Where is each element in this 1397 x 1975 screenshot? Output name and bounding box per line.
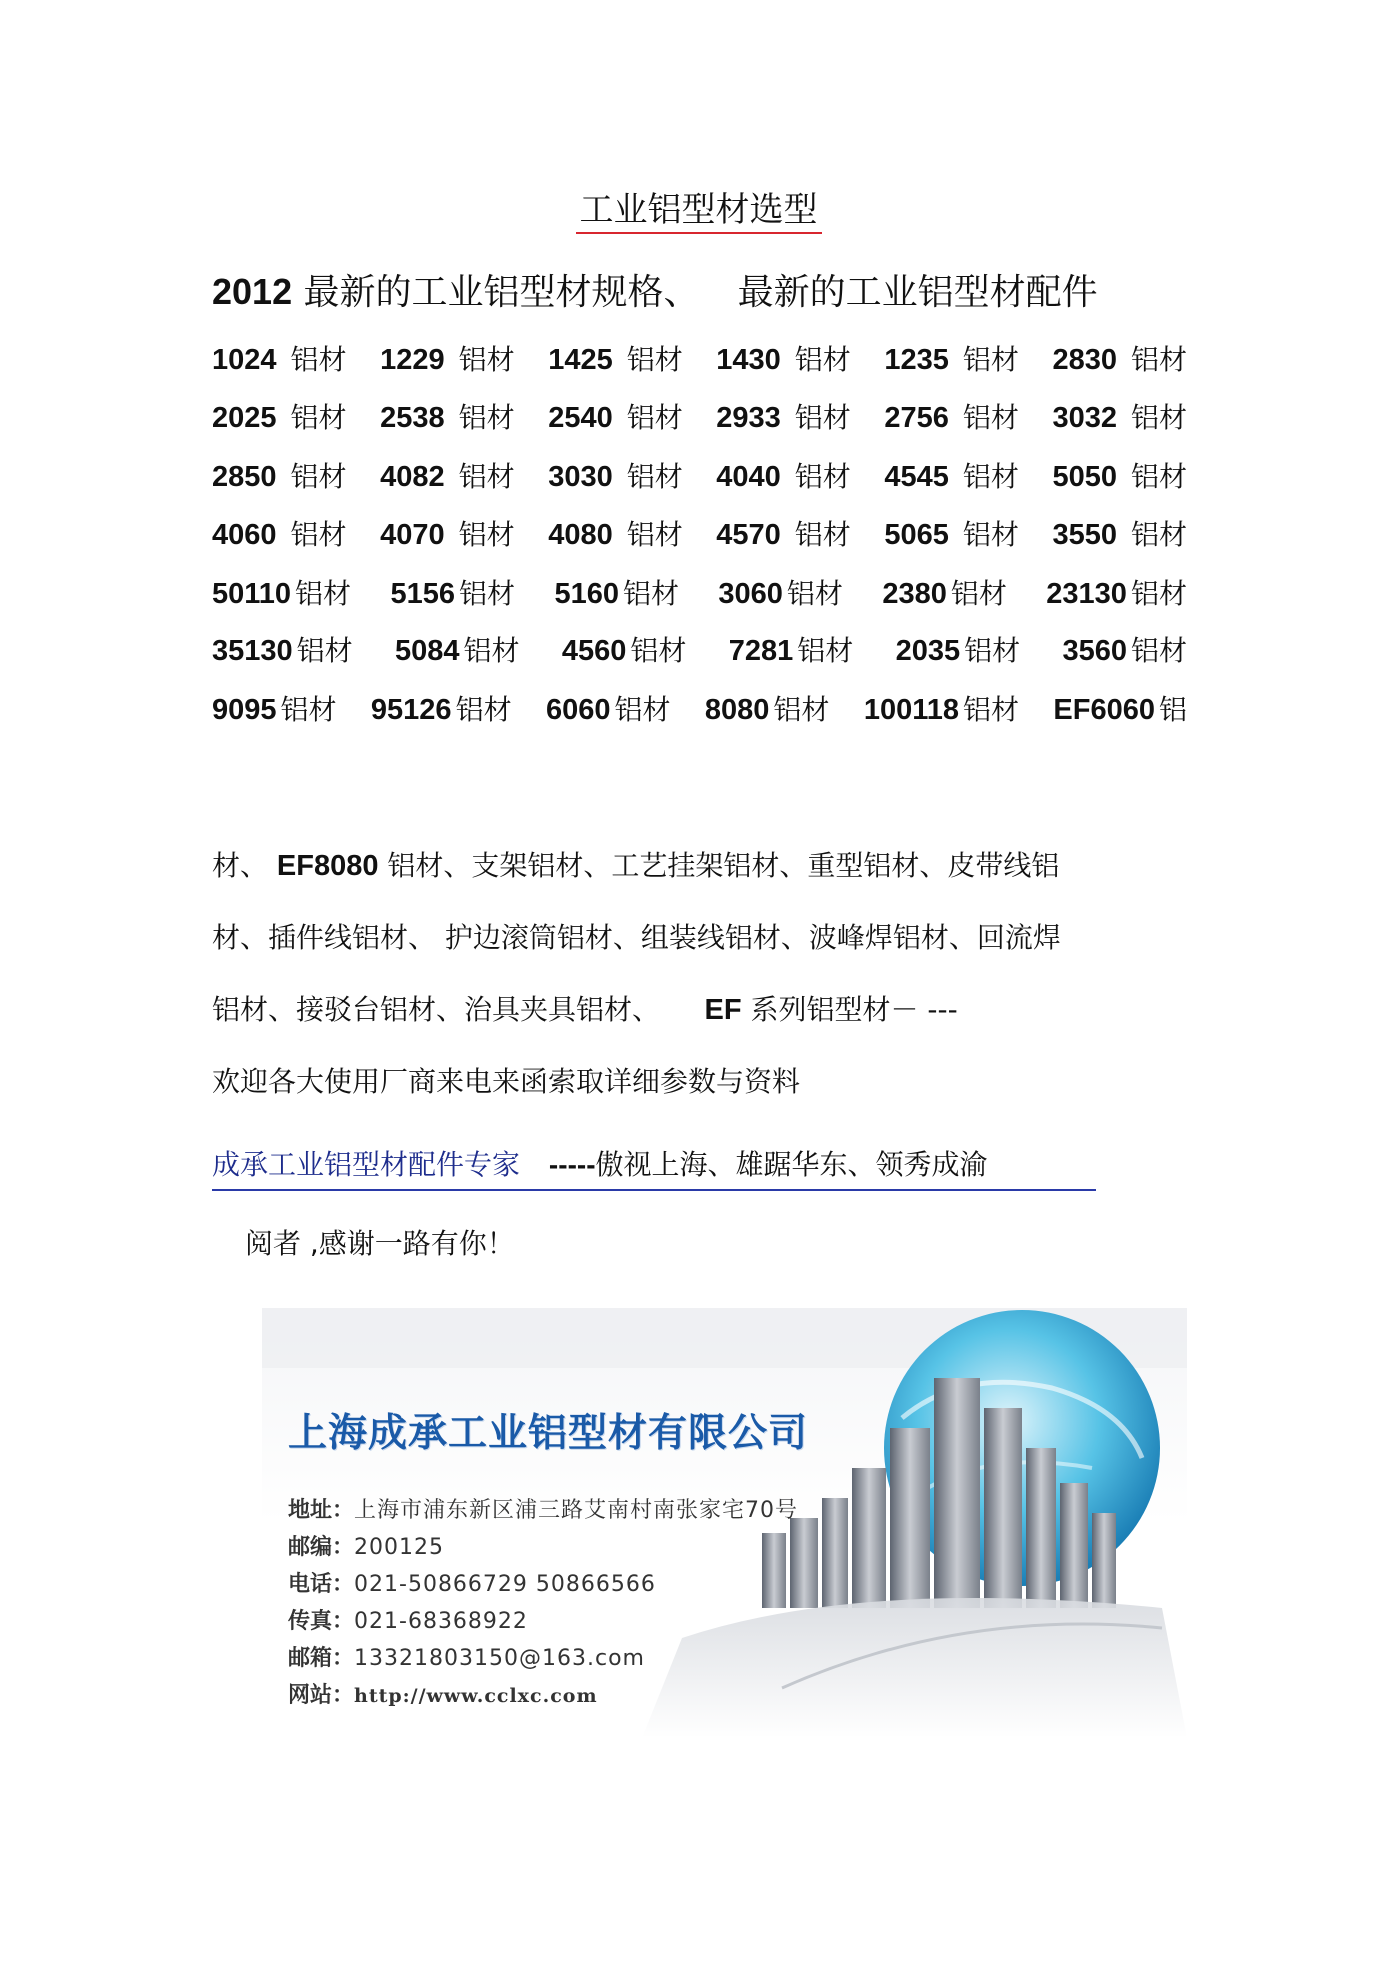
profile-code: 4080 [548,519,613,551]
profile-material: 铝材 [962,343,1019,376]
grid-cell [718,572,843,612]
profile-material: 铝材 [964,634,1021,667]
profile-code: 4560 [561,635,627,667]
profile-code: 4060 [212,519,277,551]
profile-material: 铝材 [963,693,1020,726]
grid-cell [380,455,515,495]
grid-cell [882,572,1007,612]
para-line-3b: EF [704,994,742,1026]
profile-code: 35130 [212,635,293,667]
profile-material: 铝材 [290,343,347,376]
profile-code: 4545 [884,461,949,493]
card-contact-value: 上海市浦东新区浦三路艾南村南张家宅70号 [354,1498,799,1523]
card-contact-value: 021-68368922 [354,1609,528,1634]
profile-code: 5084 [395,635,460,667]
grid-cell [716,455,851,495]
grid-cell [212,396,347,436]
profile-code: 4082 [380,461,445,493]
profile-code: 2025 [212,402,277,434]
profile-code: 2850 [212,461,277,493]
grid-cell [380,513,515,553]
grid-row [212,451,1187,499]
subtitle-year: 2012 [212,271,293,312]
profile-material: 铝材 [458,460,515,493]
profile-code: 1425 [548,344,613,376]
grid-cell [212,688,337,728]
profile-code: 8080 [704,694,770,726]
grid-cell [548,513,683,553]
profile-material: 铝材 [458,518,515,551]
card-contact-line [288,1529,798,1566]
grid-cell [716,396,851,436]
profile-code: 2756 [884,402,949,434]
card-contact-label: 网站： [288,1683,355,1708]
profile-material: 铝材 [794,401,851,434]
card-company-name: 上海成承工业铝型材有限公司 [288,1411,809,1456]
profile-code: 2538 [380,402,445,434]
grid-cell [212,455,347,495]
grid-cell [395,629,520,669]
profile-code: 6060 [545,694,611,726]
para-line-4: 欢迎各大使用厂商来电来函索取详细参数与资料 [212,1065,801,1098]
card-contact-value: 021-50866729 50866566 [354,1572,656,1597]
card-contact-label: 电话： [288,1572,355,1597]
slogan-part1: 成承工业铝型材配件专家 [212,1148,521,1181]
grid-cell [1052,338,1187,378]
grid-cell [884,455,1019,495]
profile-material: 铝材 [962,460,1019,493]
profile-material: 铝材 [290,401,347,434]
grid-cell [1052,396,1187,436]
profile-material: 铝材 [463,634,520,667]
profile-material: 铝材 [280,693,337,726]
profile-material: 铝材 [626,460,683,493]
profile-code: 23130 [1046,578,1127,610]
profile-code: 3550 [1052,519,1117,551]
profile-code: 4570 [716,519,781,551]
card-contact-label: 邮编： [288,1535,355,1560]
subtitle-part1: 最新的工业铝型材规格、 [303,272,700,313]
para-line-1b: EF8080 [276,850,379,882]
grid-row [212,334,1187,382]
profile-code: 1430 [716,344,781,376]
grid-cell [212,338,347,378]
grid-row [212,509,1187,557]
business-card-image [262,1308,1187,1738]
profile-code: 50110 [212,578,292,610]
para-line-3a: 铝材、接驳台铝材、治具夹具铝材、 [212,993,705,1026]
para-line-3c: 系列铝型材－ --- [741,993,958,1026]
profile-code: 7281 [728,635,794,667]
grid-cell [548,338,683,378]
grid-cell [554,572,679,612]
para-line-1 [212,842,1059,890]
profile-material: 铝材 [950,577,1007,610]
profile-material: 铝材 [630,634,687,667]
company-slogan-link[interactable] [212,1143,1096,1191]
card-contact-lines [288,1492,798,1715]
profile-material: 铝材 [455,693,512,726]
profile-code: 9095 [212,694,277,726]
profile-material: 铝材 [962,401,1019,434]
grid-row [212,625,1187,673]
grid-cell [716,338,851,378]
card-contact-value: 13321803150@163.com [354,1646,645,1671]
document-title [0,186,1397,234]
grid-cell [562,629,687,669]
profile-code: 2933 [716,402,781,434]
profile-material: 铝 [1158,693,1187,726]
grid-cell [896,629,1021,669]
profile-code: EF6060 [1053,694,1155,726]
card-contact-line [288,1677,798,1715]
card-contact-line [288,1566,798,1603]
profile-code: 3060 [718,578,783,610]
profile-material: 铝材 [794,460,851,493]
document-title-text: 工业铝型材选型 [576,188,822,234]
grid-row [212,392,1187,440]
profile-material: 铝材 [1130,634,1187,667]
profile-material: 铝材 [794,343,851,376]
profile-code: 5160 [554,578,619,610]
profile-code: 1235 [884,344,949,376]
profile-code: 2540 [548,402,613,434]
profile-code: 2830 [1052,344,1117,376]
grid-cell [884,338,1019,378]
profile-code: 1229 [380,344,445,376]
thanks-note: 阅者 ,感谢一路有你！ [245,1227,515,1260]
profile-material: 铝材 [773,693,830,726]
profile-material: 铝材 [1130,401,1187,434]
profile-code: 3032 [1052,402,1117,434]
profile-material: 铝材 [614,693,671,726]
grid-cell [212,572,351,612]
grid-cell [548,455,683,495]
grid-cell [864,688,1019,728]
profile-material: 铝材 [626,401,683,434]
profile-code: 95126 [370,694,452,726]
grid-cell [380,396,515,436]
para-line-1a: 材、 [212,849,277,882]
profile-material: 铝材 [296,634,353,667]
grid-cell [548,396,683,436]
grid-cell [1046,572,1187,612]
profile-code: 2035 [895,635,961,667]
profile-code: 3030 [548,461,613,493]
subtitle [212,268,1098,317]
profile-material: 铝材 [786,577,843,610]
grid-cell [371,688,512,728]
profile-code: 4070 [380,519,445,551]
profile-material: 铝材 [622,577,679,610]
profile-material: 铝材 [797,634,854,667]
profile-material: 铝材 [1130,460,1187,493]
profile-material: 铝材 [459,577,516,610]
grid-cell [705,688,830,728]
card-contact-line [288,1603,798,1640]
profile-material: 铝材 [1130,577,1187,610]
grid-cell [1053,688,1187,728]
profile-material: 铝材 [626,343,683,376]
card-contact-line [288,1492,798,1529]
profile-code: 5156 [390,578,455,610]
grid-cell [212,629,353,669]
card-contact-value: 200125 [354,1535,444,1560]
grid-cell [1062,629,1187,669]
card-contact-value: http://www.cclxc.com [354,1685,598,1707]
grid-row [212,684,1187,732]
profile-material: 铝材 [1130,343,1187,376]
para-line-3 [212,986,958,1034]
grid-cell [380,338,515,378]
grid-cell [884,513,1019,553]
profile-material: 铝材 [1130,518,1187,551]
profile-code: 4040 [716,461,781,493]
profile-material: 铝材 [794,518,851,551]
grid-row [212,568,1187,616]
profile-code: 5050 [1052,461,1117,493]
profile-code: 1024 [212,344,277,376]
subtitle-part2: 最新的工业铝型材配件 [737,272,1098,313]
grid-cell [1052,455,1187,495]
card-contact-line [288,1640,798,1677]
profile-code: 2380 [882,578,947,610]
profile-material: 铝材 [290,518,347,551]
profile-material: 铝材 [962,518,1019,551]
grid-cell [729,629,854,669]
profile-material: 铝材 [458,343,515,376]
profile-material: 铝材 [290,460,347,493]
para-line-1c: 铝材、支架铝材、工艺挂架铝材、重型铝材、皮带线铝 [378,849,1060,882]
grid-cell [390,572,515,612]
para-line-2: 材、插件线铝材、 护边滚筒铝材、组装线铝材、波峰焊铝材、回流焊 [212,921,1061,954]
grid-cell [716,513,851,553]
profile-code: 3560 [1062,635,1127,667]
grid-cell [546,688,671,728]
profile-code: 5065 [884,519,949,551]
grid-cell [212,513,347,553]
slogan-part2: 傲视上海、雄踞华东、领秀成渝 [595,1148,988,1181]
grid-cell [1052,513,1187,553]
profile-code: 100118 [863,694,959,726]
card-contact-label: 地址： [288,1498,355,1523]
grid-cell [884,396,1019,436]
profile-material: 铝材 [295,577,352,610]
profile-material: 铝材 [626,518,683,551]
card-contact-label: 邮箱： [288,1646,355,1671]
card-contact-label: 传真： [288,1609,355,1634]
profile-material: 铝材 [458,401,515,434]
slogan-dashes: ----- [548,1149,596,1180]
